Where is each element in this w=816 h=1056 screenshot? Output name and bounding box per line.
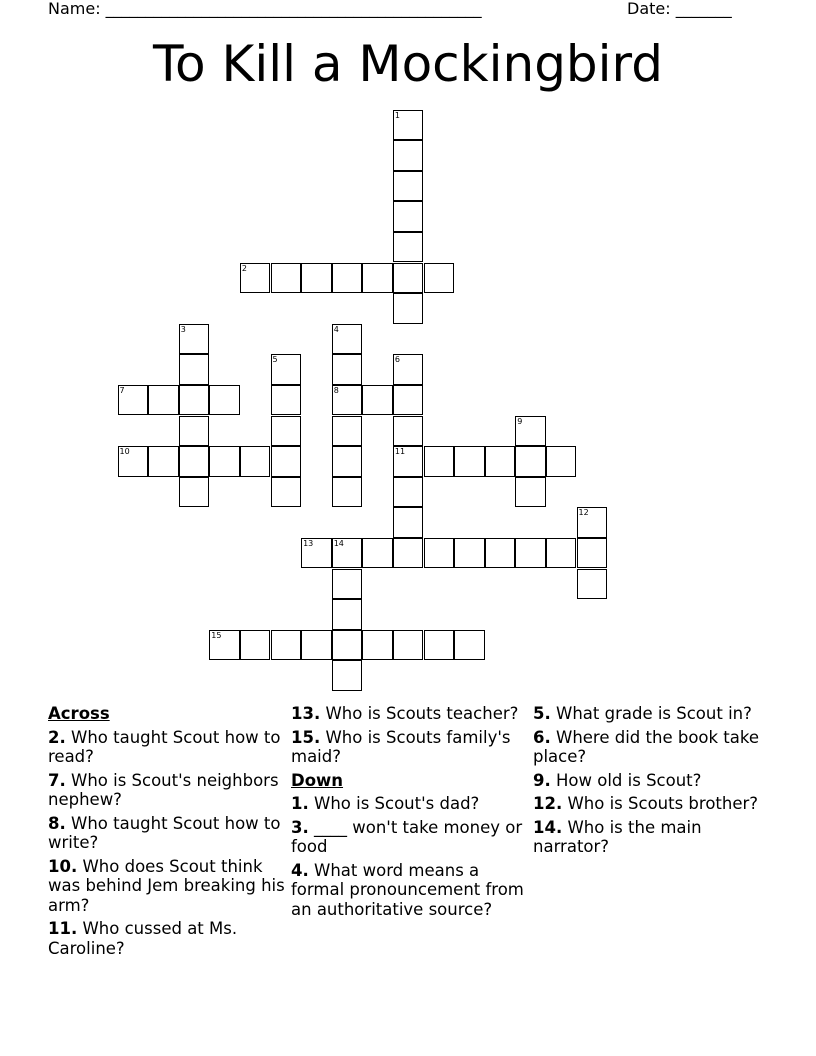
crossword-cell[interactable] (240, 446, 271, 477)
cell-number: 13 (303, 538, 314, 548)
clue-across-7 (48, 771, 288, 810)
crossword-cell[interactable] (424, 630, 455, 661)
clue-across-10 (48, 857, 288, 916)
crossword-cell[interactable] (301, 630, 332, 661)
clue-down-9 (533, 771, 773, 791)
crossword-cell[interactable] (577, 569, 608, 600)
crossword-cell[interactable] (577, 507, 608, 538)
crossword-cell[interactable] (209, 446, 240, 477)
crossword-cell[interactable] (209, 385, 240, 416)
crossword-cell[interactable] (271, 263, 302, 294)
crossword-cell[interactable] (393, 630, 424, 661)
crossword-cell[interactable] (454, 446, 485, 477)
cell-number: 8 (333, 385, 339, 395)
crossword-cell[interactable] (515, 416, 546, 447)
clue-across-15 (291, 728, 531, 767)
clue-number: 7. (48, 770, 66, 790)
crossword-cell[interactable] (393, 293, 424, 324)
clues-column-1 (48, 700, 288, 962)
crossword-cell[interactable] (179, 477, 210, 508)
clue-text: What word means a formal pronouncement from an authoritative source? (291, 860, 524, 919)
clue-text: ____ won't take money or food (291, 817, 523, 856)
crossword-cell[interactable] (332, 569, 363, 600)
crossword-cell[interactable] (209, 630, 240, 661)
crossword-cell[interactable] (148, 385, 179, 416)
crossword-cell[interactable] (424, 538, 455, 569)
crossword-cell[interactable] (393, 446, 424, 477)
clue-text: Where did the book take place? (533, 727, 760, 766)
cell-number: 5 (272, 355, 278, 365)
clue-across-13 (291, 704, 531, 724)
clue-number: 13. (291, 704, 321, 723)
date-field-label: Date: _______ (627, 0, 732, 18)
name-field-label: Name: _______________________________________________ (48, 0, 482, 18)
crossword-cell[interactable] (393, 385, 424, 416)
cell-number: 3 (180, 324, 186, 334)
crossword-cell[interactable] (332, 324, 363, 355)
clue-number: 5. (533, 704, 551, 723)
clue-text: Who taught Scout how to write? (48, 813, 281, 852)
clue-number: 9. (533, 770, 551, 790)
cell-number: 12 (578, 508, 589, 518)
clue-number: 14. (533, 817, 563, 837)
page-title: To Kill a Mockingbird (153, 35, 663, 93)
crossword-cell[interactable] (271, 477, 302, 508)
crossword-cell[interactable] (485, 446, 516, 477)
clue-number: 10. (48, 856, 78, 876)
crossword-cell[interactable] (332, 538, 363, 569)
crossword-cell[interactable] (393, 140, 424, 171)
crossword-cell[interactable] (332, 660, 363, 691)
clue-down-4 (291, 861, 531, 920)
clue-text: Who is the main narrator? (533, 817, 702, 856)
crossword-cell[interactable] (515, 477, 546, 508)
cell-number: 15 (211, 630, 222, 640)
crossword-cell[interactable] (332, 630, 363, 661)
clue-text: Who is Scouts brother? (567, 794, 759, 813)
cell-number: 14 (333, 538, 344, 548)
crossword-cell[interactable] (515, 446, 546, 477)
clue-text: How old is Scout? (556, 770, 702, 790)
clue-down-1 (291, 794, 531, 814)
crossword-cell[interactable] (179, 385, 210, 416)
clue-down-3 (291, 818, 531, 857)
crossword-cell[interactable] (271, 446, 302, 477)
crossword-cell[interactable] (118, 385, 149, 416)
crossword-cell[interactable] (332, 446, 363, 477)
crossword-cell[interactable] (332, 416, 363, 447)
crossword-cell[interactable] (332, 354, 363, 385)
crossword-cell[interactable] (454, 630, 485, 661)
crossword-cell[interactable] (332, 263, 363, 294)
crossword-cell[interactable] (393, 477, 424, 508)
cell-number: 6 (394, 355, 400, 365)
crossword-cell[interactable] (362, 630, 393, 661)
clue-number: 4. (291, 860, 309, 880)
cell-number: 7 (119, 385, 125, 395)
crossword-cell[interactable] (240, 263, 271, 294)
clue-number: 12. (533, 794, 563, 813)
crossword-cell[interactable] (362, 263, 393, 294)
clue-number: 1. (291, 794, 309, 813)
crossword-cell[interactable] (362, 385, 393, 416)
crossword-cell[interactable] (271, 630, 302, 661)
clue-text: Who is Scout's neighbors nephew? (48, 770, 279, 809)
clues-column-2 (291, 700, 531, 923)
crossword-cell[interactable] (393, 538, 424, 569)
clue-number: 11. (48, 919, 78, 938)
crossword-cell[interactable] (301, 263, 332, 294)
cell-number: 4 (333, 324, 339, 334)
crossword-cell[interactable] (393, 354, 424, 385)
crossword-cell[interactable] (301, 538, 332, 569)
crossword-cell[interactable] (332, 599, 363, 630)
clue-down-12 (533, 794, 773, 814)
clue-down-5 (533, 704, 773, 724)
crossword-cell[interactable] (424, 263, 455, 294)
clues-column-3 (533, 700, 773, 861)
crossword-cell[interactable] (393, 416, 424, 447)
crossword-cell[interactable] (362, 538, 393, 569)
crossword-cell[interactable] (546, 538, 577, 569)
clue-text: Who taught Scout how to read? (48, 727, 281, 766)
crossword-cell[interactable] (393, 110, 424, 141)
crossword-cell[interactable] (393, 201, 424, 232)
cell-number: 2 (241, 263, 247, 273)
down-heading: Down (291, 770, 344, 790)
crossword-cell[interactable] (577, 538, 608, 569)
crossword-cell[interactable] (118, 446, 149, 477)
cell-number: 11 (394, 447, 406, 457)
crossword-cell[interactable] (240, 630, 271, 661)
crossword-cell[interactable] (332, 385, 363, 416)
crossword-cell[interactable] (148, 446, 179, 477)
clue-text: Who does Scout think was behind Jem breaking his arm? (48, 856, 285, 915)
crossword-cell[interactable] (515, 538, 546, 569)
clue-number: 6. (533, 727, 551, 747)
crossword-cell[interactable] (179, 354, 210, 385)
crossword-cell[interactable] (332, 477, 363, 508)
across-heading: Across (48, 704, 110, 723)
clue-text: What grade is Scout in? (556, 704, 752, 723)
crossword-cell[interactable] (393, 263, 424, 294)
clue-number: 15. (291, 727, 321, 747)
clue-number: 2. (48, 727, 66, 747)
crossword-cell[interactable] (271, 416, 302, 447)
cell-number: 9 (517, 416, 523, 426)
clue-number: 8. (48, 813, 66, 833)
crossword-cell[interactable] (271, 354, 302, 385)
cell-number: 10 (119, 447, 130, 457)
crossword-cell[interactable] (454, 538, 485, 569)
clue-text: Who cussed at Ms. Caroline? (48, 919, 238, 958)
clue-text: Who is Scout's dad? (314, 794, 480, 813)
crossword-cell[interactable] (179, 416, 210, 447)
crossword-cell[interactable] (179, 446, 210, 477)
crossword-cell[interactable] (546, 446, 577, 477)
crossword-cell[interactable] (393, 232, 424, 263)
clue-number: 3. (291, 817, 309, 837)
cell-number: 1 (394, 110, 400, 120)
clue-text: Who is Scouts family's maid? (291, 727, 511, 766)
clue-down-14 (533, 818, 773, 857)
crossword-cell[interactable] (393, 171, 424, 202)
clue-down-6 (533, 728, 773, 767)
clue-text: Who is Scouts teacher? (325, 704, 519, 723)
clue-across-8 (48, 814, 288, 853)
crossword-cell[interactable] (271, 385, 302, 416)
crossword-cell[interactable] (485, 538, 516, 569)
crossword-cell[interactable] (393, 507, 424, 538)
clue-across-11 (48, 919, 288, 958)
crossword-cell[interactable] (424, 446, 455, 477)
clue-across-2 (48, 728, 288, 767)
crossword-cell[interactable] (179, 324, 210, 355)
